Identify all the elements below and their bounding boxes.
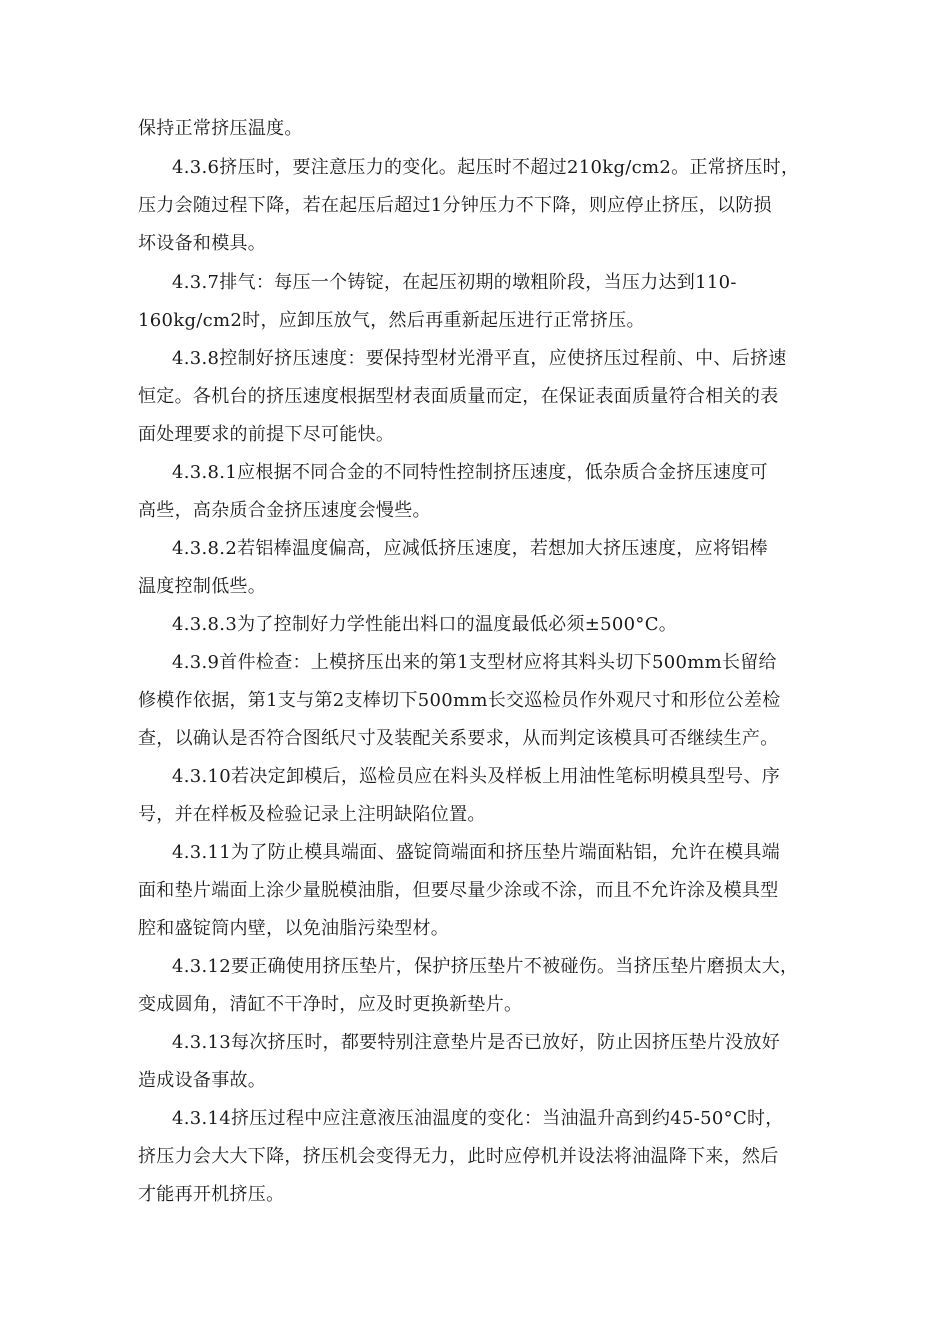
text-line: 修模作依据，第1支与第2支棒切下500mm长交巡检员作外观尺寸和形位公差检	[138, 690, 781, 711]
text-line: 4.3.9首件检查：上模挤压出来的第1支型材应将其料头切下500mm长留给	[172, 652, 777, 673]
text-line: 4.3.6挤压时，要注意压力的变化。起压时不超过210kg/cm2。正常挤压时，	[172, 157, 800, 178]
text-line: 挤压力会大大下降，挤压机会变得无力，此时应停机并设法将油温降下来，然后	[138, 1146, 779, 1167]
text-line: 4.3.12要正确使用挤压垫片，保护挤压垫片不被碰伤。当挤压垫片磨损太大，	[172, 956, 799, 977]
text-line: 4.3.10若决定卸模后，巡检员应在料头及样板上用油性笔标明模具型号、序	[172, 766, 781, 787]
text-line: 温度控制低些。	[138, 576, 267, 597]
text-line: 4.3.8控制好挤压速度：要保持型材光滑平直，应使挤压过程前、中、后挤速	[172, 348, 787, 369]
text-line: 高些，高杂质合金挤压速度会慢些。	[138, 500, 431, 521]
text-line: 恒定。各机台的挤压速度根据型材表面质量而定，在保证表面质量符合相关的表	[138, 386, 779, 407]
text-line: 压力会随过程下降，若在起压后超过1分钟压力不下降，则应停止挤压，以防损	[138, 195, 772, 216]
text-line: 4.3.8.3为了控制好力学性能出料口的温度最低必须±500°C。	[172, 614, 678, 635]
text-line: 4.3.7排气：每压一个铸锭，在起压初期的墩粗阶段，当压力达到110-	[172, 272, 737, 293]
text-line: 号，并在样板及检验记录上注明缺陷位置。	[138, 804, 486, 825]
text-line: 4.3.14挤压过程中应注意液压油温度的变化：当油温升高到约45-50°C时，	[172, 1108, 784, 1129]
text-line: 变成圆角，清缸不干净时，应及时更换新垫片。	[138, 994, 523, 1015]
text-line: 4.3.13每次挤压时，都要特别注意垫片是否已放好，防止因挤压垫片没放好	[172, 1032, 781, 1053]
text-line: 造成设备事故。	[138, 1070, 267, 1091]
text-line: 面和垫片端面上涂少量脱模油脂，但要尽量少涂或不涂，而且不允许涂及模具型	[138, 880, 779, 901]
text-line: 保持正常挤压温度。	[138, 118, 303, 139]
text-line: 160kg/cm2时，应卸压放气，然后再重新起压进行正常挤压。	[138, 310, 645, 331]
text-line: 查，以确认是否符合图纸尺寸及装配关系要求，从而判定该模具可否继续生产。	[138, 728, 779, 749]
text-line: 腔和盛锭筒内壁，以免油脂污染型材。	[138, 918, 450, 939]
text-line: 坏设备和模具。	[138, 233, 267, 254]
text-line: 面处理要求的前提下尽可能快。	[138, 424, 395, 445]
text-line: 才能再开机挤压。	[138, 1184, 285, 1205]
text-line: 4.3.11为了防止模具端面、盛锭筒端面和挤压垫片端面粘铝，允许在模具端	[172, 842, 781, 863]
text-line: 4.3.8.2若铝棒温度偏高，应减低挤压速度，若想加大挤压速度，应将铝棒	[172, 538, 768, 559]
text-line: 4.3.8.1应根据不同合金的不同特性控制挤压速度，低杂质合金挤压速度可	[172, 462, 768, 483]
